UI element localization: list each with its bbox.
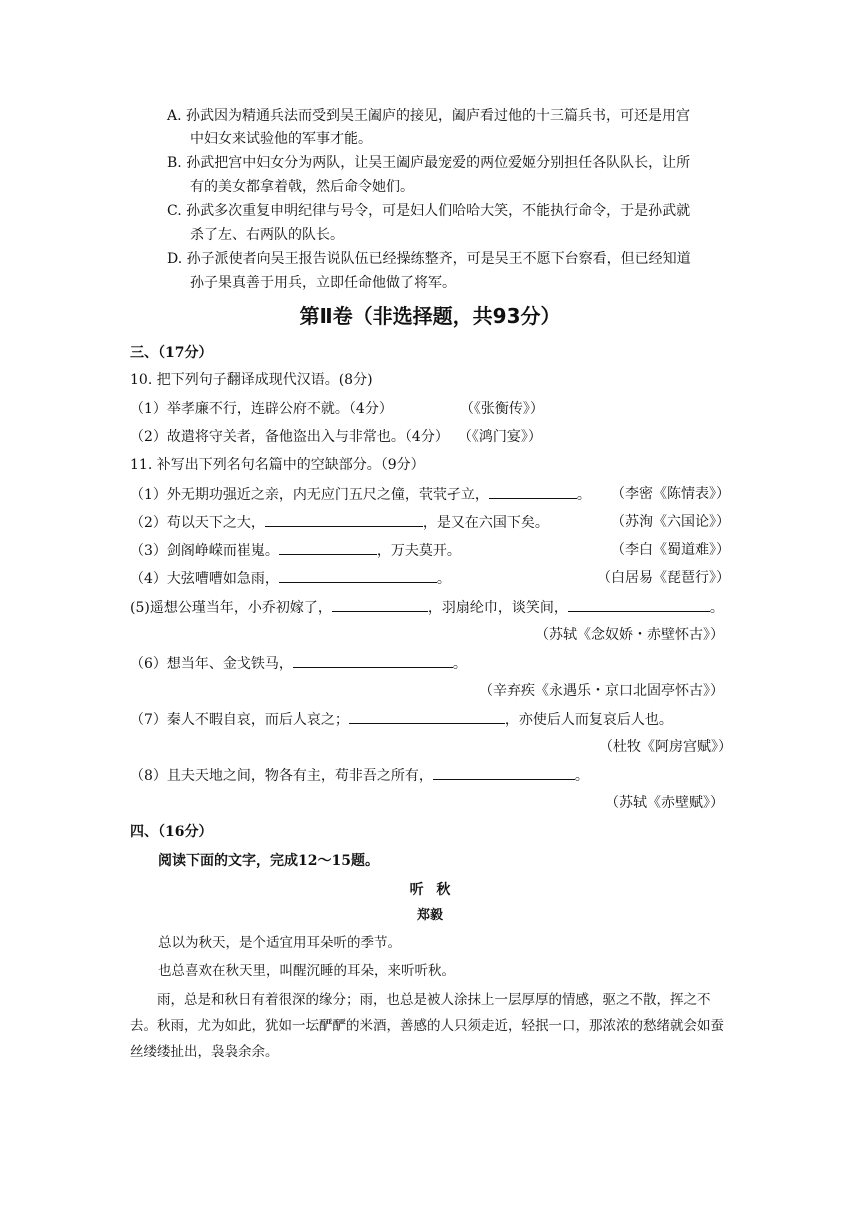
fill-7-text-a: （7）秦人不暇自哀，而后人哀之； [130,712,349,728]
fill-item-5 [130,597,724,618]
fill-7-source: （杜牧《阿房宫赋》） [599,739,732,755]
fill-5-blank-1[interactable] [332,597,428,612]
fill-5-source: （苏轼《念奴娇・赤壁怀古》） [535,627,724,643]
fill-3-source: （李白《蜀道难》） [611,542,730,558]
reading-instruction: 阅读下面的文字，完成12～15题。 [158,853,379,869]
fill-5-text-a: (5)遥想公瑾当年，小乔初嫁了， [130,600,332,616]
fill-4-text-b: 。 [436,571,451,587]
fill-4-text-a: （4）大弦嘈嘈如急雨， [130,571,279,587]
fill-6-text-b: 。 [452,656,467,672]
q10-2-source: （《鸿门宴》） [464,429,542,445]
option-a-line1: A. 孙武因为精通兵法而受到吴王阖庐的接见，阖庐看过他的十三篇兵书，可还是用宫 [167,108,691,124]
fill-1-blank[interactable] [489,484,577,499]
fill-4-blank[interactable] [279,568,437,583]
q10-2-text: （2）故遣将守关者，备他盗出入与非常也。（4分） [130,429,449,445]
fill-8-source: （苏轼《赤壁赋》） [605,795,724,811]
fill-5-text-c: 。 [709,600,724,616]
essay-paragraph-3: 雨，总是和秋日有着很深的缘分；雨，也总是被人涂抹上一层厚厚的情感，驱之不散，挥之不去。秋雨，尤为如此，犹如一坛酽酽的米酒，善感的人只须走近，轻抿一口，那浓浓的愁绪就会如蚕丝缕缕扯出，袅袅余余。 [130,992,724,1060]
fill-8-blank[interactable] [433,765,575,780]
fill-6-blank[interactable] [293,653,453,668]
fill-5-text-b: ，羽扇纶巾，谈笑间， [427,600,568,616]
section4-heading: 四、（16分） [130,824,213,840]
fill-8-text-b: 。 [574,768,589,784]
part-title: 第Ⅱ卷（非选择题，共93分） [299,304,561,328]
fill-1-text-a: （1）外无期功强近之亲，内无应门五尺之僮，茕茕孑立， [130,487,489,503]
question-10-1 [130,399,544,419]
q10-1-text: （1）举孝廉不行，连辟公府不就。（4分） [130,401,393,417]
essay-title: 听 秋 [409,882,451,898]
fill-3-blank[interactable] [279,540,377,555]
essay-paragraph-1: 总以为秋天，是个适宜用耳朵听的季节。 [158,935,401,951]
fill-6-source: （辛弃疾《永遇乐・京口北固亭怀古》） [479,683,724,699]
fill-5-blank-2[interactable] [568,597,710,612]
fill-7-text-b: ，亦使后人而复哀后人也。 [504,712,673,728]
fill-1-text-b: 。 [576,487,591,503]
fill-2-source: （苏洵《六国论》） [611,514,730,530]
option-c-line1: C. 孙武多次重复申明纪律与号令，可是妇人们哈哈大笑，不能执行命令，于是孙武就 [167,203,691,219]
fill-1-source: （李密《陈情表》） [611,486,730,502]
question-10-2 [130,427,542,447]
essay-paragraph-2: 也总喜欢在秋天里，叫醒沉睡的耳朵，来听听秋。 [158,963,455,979]
q10-1-source: （《张衡传》） [466,401,544,417]
fill-2-text-a: （2）苟以天下之大， [130,515,265,531]
section3-heading: 三、（17分） [130,345,213,361]
fill-2-blank[interactable] [265,512,423,527]
fill-8-text-a: （8）且夫天地之间，物各有主，苟非吾之所有， [130,768,433,784]
question-10: 10. 把下列句子翻译成现代汉语。(8分) [130,372,373,388]
fill-3-text-a: （3）剑阁峥嵘而崔嵬。 [130,543,279,559]
fill-7-blank[interactable] [349,709,505,724]
option-d-line2: 孙子果真善于用兵，立即任命他做了将军。 [190,275,456,291]
option-d-line1: D. 孙子派使者向吴王报告说队伍已经操练整齐，可是吴王不愿下台察看，但已经知道 [167,251,691,267]
fill-item-6 [130,653,467,674]
fill-2-text-b: ，是又在六国下矣。 [422,515,549,531]
fill-item-7 [130,709,673,730]
fill-item-2 [130,512,549,533]
option-b-line2: 有的美女都拿着戟，然后命令她们。 [190,179,414,195]
fill-item-1 [130,484,591,505]
option-a-line2: 中妇女来试验他的军事才能。 [190,131,372,147]
option-c-line2: 杀了左、右两队的队长。 [190,227,344,243]
option-b-line1: B. 孙武把宫中妇女分为两队，让吴王阖庐最宠爱的两位爱姬分别担任各队队长，让所 [167,155,691,171]
essay-author: 郑毅 [416,908,443,923]
fill-3-text-b: ，万夫莫开。 [376,543,461,559]
fill-item-8 [130,765,589,786]
fill-item-3 [130,540,461,561]
fill-item-4 [130,568,451,589]
fill-6-text-a: （6）想当年、金戈铁马， [130,656,293,672]
question-11: 11. 补写出下列名句名篇中的空缺部分。（9分） [130,457,425,473]
fill-4-source: （白居易《琵琶行》） [597,570,730,586]
